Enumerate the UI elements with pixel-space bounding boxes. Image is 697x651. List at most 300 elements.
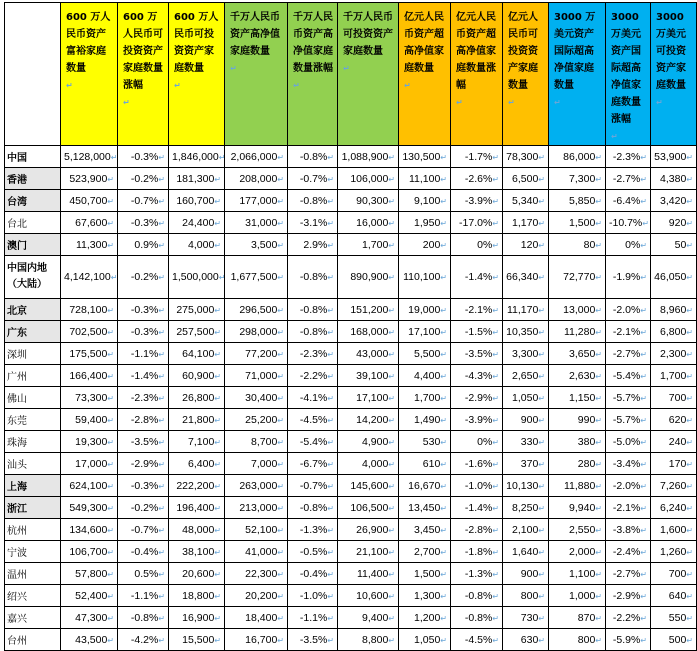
cell-value: 17,000 bbox=[75, 457, 108, 470]
table-row bbox=[5, 168, 697, 190]
paragraph-mark-icon: ↵ bbox=[388, 196, 395, 206]
paragraph-mark-icon: ↵ bbox=[640, 547, 647, 557]
paragraph-mark-icon: ↵ bbox=[327, 635, 334, 645]
paragraph-mark-icon: ↵ bbox=[388, 305, 395, 315]
value-cell bbox=[288, 629, 338, 651]
value-cell bbox=[399, 585, 451, 607]
cell-value: -2.7% bbox=[612, 567, 641, 580]
paragraph-mark-icon: ↵ bbox=[538, 393, 545, 403]
paragraph-mark-icon: ↵ bbox=[686, 437, 693, 447]
paragraph-mark-icon: ↵ bbox=[277, 591, 284, 601]
cell-value: 1,700 bbox=[414, 391, 441, 404]
cell-value: 0% bbox=[625, 238, 641, 251]
cell-value: 110,100 bbox=[403, 271, 441, 283]
value-cell bbox=[288, 431, 338, 453]
paragraph-mark-icon: ↵ bbox=[538, 525, 545, 535]
cell-value: 298,000 bbox=[239, 325, 278, 338]
cell-value: -0.3% bbox=[130, 303, 159, 316]
paragraph-mark-icon: ↵ bbox=[440, 437, 447, 447]
cell-value: -2.8% bbox=[464, 523, 493, 536]
region-name: 珠海 bbox=[7, 438, 27, 449]
paragraph-mark-icon: ↵ bbox=[440, 305, 447, 315]
paragraph-mark-icon: ↵ bbox=[388, 393, 395, 403]
paragraph-mark-icon: ↵ bbox=[107, 174, 114, 184]
column-header-9 bbox=[503, 3, 549, 146]
value-cell bbox=[169, 431, 225, 453]
value-cell bbox=[451, 190, 503, 212]
value-cell bbox=[169, 321, 225, 343]
value-cell bbox=[606, 343, 651, 365]
paragraph-mark-icon: ↵ bbox=[595, 525, 602, 535]
value-cell bbox=[451, 256, 503, 299]
cell-value: 2,100 bbox=[512, 523, 539, 536]
region-name-cell bbox=[5, 629, 61, 651]
cell-value: 18,800 bbox=[182, 589, 215, 602]
cell-value: -3.5% bbox=[464, 347, 493, 360]
table-row bbox=[5, 541, 697, 563]
paragraph-mark-icon: ↵ bbox=[277, 152, 284, 162]
region-name-cell bbox=[5, 299, 61, 321]
value-cell bbox=[651, 256, 697, 299]
table-row bbox=[5, 563, 697, 585]
table-row bbox=[5, 475, 697, 497]
column-header-label: 千万人民币资产高净值家庭数量涨幅 bbox=[293, 12, 333, 74]
value-cell bbox=[61, 256, 118, 299]
value-cell bbox=[118, 212, 169, 234]
paragraph-mark-icon: ↵ bbox=[686, 547, 693, 557]
region-name-cell bbox=[5, 563, 61, 585]
paragraph-mark-icon: ↵ bbox=[492, 196, 499, 206]
paragraph-mark-icon: ↵ bbox=[158, 547, 165, 557]
cell-value: 380 bbox=[577, 435, 596, 448]
value-cell bbox=[61, 299, 118, 321]
region-name: 嘉兴 bbox=[7, 614, 27, 625]
value-cell bbox=[118, 497, 169, 519]
cell-value: 53,900 bbox=[654, 150, 687, 163]
paragraph-mark-icon: ↵ bbox=[554, 98, 561, 107]
table-row bbox=[5, 629, 697, 651]
column-header-12 bbox=[651, 3, 697, 146]
value-cell bbox=[169, 585, 225, 607]
cell-value: 120 bbox=[520, 238, 539, 251]
paragraph-mark-icon: ↵ bbox=[456, 98, 463, 107]
cell-value: -0.8% bbox=[299, 303, 328, 316]
paragraph-mark-icon: ↵ bbox=[440, 547, 447, 557]
region-name: 宁波 bbox=[7, 548, 27, 559]
value-cell bbox=[503, 387, 549, 409]
paragraph-mark-icon: ↵ bbox=[440, 569, 447, 579]
cell-value: 500 bbox=[668, 633, 687, 646]
paragraph-mark-icon: ↵ bbox=[640, 415, 647, 425]
paragraph-mark-icon: ↵ bbox=[595, 393, 602, 403]
cell-value: 0% bbox=[477, 238, 493, 251]
cell-value: 296,500 bbox=[239, 303, 278, 316]
paragraph-mark-icon: ↵ bbox=[277, 218, 284, 228]
cell-value: 8,960 bbox=[660, 303, 687, 316]
paragraph-mark-icon: ↵ bbox=[440, 635, 447, 645]
value-cell bbox=[118, 168, 169, 190]
paragraph-mark-icon: ↵ bbox=[686, 569, 693, 579]
cell-value: -4.3% bbox=[464, 369, 493, 382]
paragraph-mark-icon: ↵ bbox=[327, 196, 334, 206]
value-cell bbox=[338, 629, 399, 651]
value-cell bbox=[118, 387, 169, 409]
cell-value: -5.7% bbox=[612, 413, 641, 426]
table-row bbox=[5, 497, 697, 519]
cell-value: 160,700 bbox=[176, 194, 215, 207]
paragraph-mark-icon: ↵ bbox=[492, 327, 499, 337]
table-row bbox=[5, 431, 697, 453]
paragraph-mark-icon: ↵ bbox=[640, 459, 647, 469]
paragraph-mark-icon: ↵ bbox=[158, 635, 165, 645]
paragraph-mark-icon: ↵ bbox=[640, 327, 647, 337]
cell-value: 106,000 bbox=[350, 172, 389, 185]
value-cell bbox=[61, 541, 118, 563]
paragraph-mark-icon: ↵ bbox=[107, 240, 114, 250]
cell-value: 3,300 bbox=[512, 347, 539, 360]
paragraph-mark-icon: ↵ bbox=[214, 371, 221, 381]
paragraph-mark-icon: ↵ bbox=[277, 459, 284, 469]
value-cell bbox=[61, 607, 118, 629]
value-cell bbox=[169, 475, 225, 497]
value-cell bbox=[606, 431, 651, 453]
value-cell bbox=[651, 563, 697, 585]
value-cell bbox=[61, 234, 118, 256]
cell-value: 700 bbox=[668, 391, 687, 404]
cell-value: 1,050 bbox=[414, 633, 441, 646]
cell-value: 4,142,100 bbox=[64, 271, 111, 283]
paragraph-mark-icon: ↵ bbox=[218, 273, 226, 282]
paragraph-mark-icon: ↵ bbox=[158, 459, 165, 469]
value-cell bbox=[606, 541, 651, 563]
value-cell bbox=[338, 409, 399, 431]
value-cell bbox=[399, 212, 451, 234]
value-cell bbox=[399, 256, 451, 299]
region-name: 台北 bbox=[7, 219, 27, 230]
cell-value: 20,200 bbox=[245, 589, 278, 602]
paragraph-mark-icon: ↵ bbox=[327, 437, 334, 447]
paragraph-mark-icon: ↵ bbox=[214, 547, 221, 557]
cell-value: 6,240 bbox=[660, 501, 687, 514]
region-name-cell bbox=[5, 585, 61, 607]
value-cell bbox=[651, 343, 697, 365]
paragraph-mark-icon: ↵ bbox=[277, 569, 284, 579]
cell-value: -2.0% bbox=[612, 479, 641, 492]
cell-value: 4,380 bbox=[660, 172, 687, 185]
cell-value: 8,700 bbox=[251, 435, 278, 448]
value-cell bbox=[225, 343, 288, 365]
cell-value: 78,300 bbox=[506, 150, 539, 163]
cell-value: 263,000 bbox=[239, 479, 278, 492]
table-row bbox=[5, 453, 697, 475]
cell-value: -0.2% bbox=[130, 172, 159, 185]
paragraph-mark-icon: ↵ bbox=[107, 613, 114, 623]
value-cell bbox=[606, 212, 651, 234]
paragraph-mark-icon: ↵ bbox=[110, 273, 118, 282]
paragraph-mark-icon: ↵ bbox=[388, 152, 395, 162]
cell-value: -3.4% bbox=[612, 457, 641, 470]
paragraph-mark-icon: ↵ bbox=[640, 305, 647, 315]
value-cell bbox=[399, 497, 451, 519]
cell-value: 11,400 bbox=[356, 567, 389, 580]
paragraph-mark-icon: ↵ bbox=[277, 327, 284, 337]
paragraph-mark-icon: ↵ bbox=[595, 481, 602, 491]
region-name-cell bbox=[5, 321, 61, 343]
value-cell bbox=[549, 497, 606, 519]
paragraph-mark-icon: ↵ bbox=[595, 415, 602, 425]
value-cell bbox=[338, 607, 399, 629]
value-cell bbox=[606, 453, 651, 475]
value-cell bbox=[338, 343, 399, 365]
paragraph-mark-icon: ↵ bbox=[277, 174, 284, 184]
value-cell bbox=[651, 321, 697, 343]
paragraph-mark-icon: ↵ bbox=[492, 305, 499, 315]
cell-value: 38,100 bbox=[182, 545, 215, 558]
table-row bbox=[5, 585, 697, 607]
cell-value: 2,550 bbox=[569, 523, 596, 536]
value-cell bbox=[503, 146, 549, 168]
paragraph-mark-icon: ↵ bbox=[440, 196, 447, 206]
column-header-label: 600 万人民币资产富裕家庭数量 bbox=[66, 12, 111, 74]
table-row bbox=[5, 343, 697, 365]
value-cell bbox=[288, 475, 338, 497]
cell-value: 181,300 bbox=[176, 172, 215, 185]
cell-value: 16,000 bbox=[356, 216, 389, 229]
table-body bbox=[5, 146, 697, 651]
column-header-2 bbox=[118, 3, 169, 146]
paragraph-mark-icon: ↵ bbox=[158, 327, 165, 337]
value-cell bbox=[651, 168, 697, 190]
cell-value: -2.7% bbox=[612, 172, 641, 185]
column-header-label: 亿元人民币资产超高净值家庭数量 bbox=[404, 12, 444, 74]
paragraph-mark-icon: ↵ bbox=[388, 591, 395, 601]
cell-value: 800 bbox=[577, 633, 596, 646]
paragraph-mark-icon: ↵ bbox=[538, 174, 545, 184]
paragraph-mark-icon: ↵ bbox=[440, 393, 447, 403]
value-cell bbox=[338, 541, 399, 563]
column-header-label: 千万人民币资产高净值家庭数量 bbox=[230, 12, 280, 57]
cell-value: 170 bbox=[668, 457, 687, 470]
paragraph-mark-icon: ↵ bbox=[640, 349, 647, 359]
cell-value: 21,100 bbox=[356, 545, 389, 558]
paragraph-mark-icon: ↵ bbox=[388, 415, 395, 425]
region-name-cell bbox=[5, 343, 61, 365]
cell-value: 11,100 bbox=[408, 172, 441, 185]
value-cell bbox=[549, 607, 606, 629]
paragraph-mark-icon: ↵ bbox=[388, 503, 395, 513]
value-cell bbox=[288, 146, 338, 168]
value-cell bbox=[651, 387, 697, 409]
value-cell bbox=[651, 607, 697, 629]
region-name-cell bbox=[5, 607, 61, 629]
cell-value: 11,880 bbox=[563, 479, 596, 492]
value-cell bbox=[549, 563, 606, 585]
cell-value: 900 bbox=[520, 413, 539, 426]
region-name-cell bbox=[5, 541, 61, 563]
paragraph-mark-icon: ↵ bbox=[492, 547, 499, 557]
value-cell bbox=[169, 563, 225, 585]
value-cell bbox=[549, 541, 606, 563]
value-cell bbox=[288, 453, 338, 475]
cell-value: 2,066,000 bbox=[230, 150, 278, 163]
cell-value: -0.8% bbox=[299, 501, 328, 514]
cell-value: 52,400 bbox=[75, 589, 108, 602]
value-cell bbox=[549, 190, 606, 212]
value-cell bbox=[651, 541, 697, 563]
paragraph-mark-icon: ↵ bbox=[123, 98, 130, 107]
paragraph-mark-icon: ↵ bbox=[595, 635, 602, 645]
paragraph-mark-icon: ↵ bbox=[686, 240, 693, 250]
paragraph-mark-icon: ↵ bbox=[595, 569, 602, 579]
paragraph-mark-icon: ↵ bbox=[388, 459, 395, 469]
paragraph-mark-icon: ↵ bbox=[107, 635, 114, 645]
paragraph-mark-icon: ↵ bbox=[686, 349, 693, 359]
cell-value: -2.3% bbox=[612, 150, 641, 163]
cell-value: -3.1% bbox=[299, 216, 328, 229]
paragraph-mark-icon: ↵ bbox=[595, 196, 602, 206]
region-name: 中国内地（大陆） bbox=[7, 263, 47, 290]
region-name: 深圳 bbox=[7, 350, 27, 361]
paragraph-mark-icon: ↵ bbox=[327, 591, 334, 601]
paragraph-mark-icon: ↵ bbox=[214, 459, 221, 469]
value-cell bbox=[651, 453, 697, 475]
value-cell bbox=[399, 299, 451, 321]
paragraph-mark-icon: ↵ bbox=[214, 613, 221, 623]
cell-value: 41,000 bbox=[245, 545, 278, 558]
paragraph-mark-icon: ↵ bbox=[640, 525, 647, 535]
cell-value: -4.2% bbox=[130, 633, 159, 646]
paragraph-mark-icon: ↵ bbox=[492, 273, 499, 282]
paragraph-mark-icon: ↵ bbox=[492, 371, 499, 381]
value-cell bbox=[225, 629, 288, 651]
cell-value: 175,500 bbox=[69, 347, 108, 360]
cell-value: 1,500 bbox=[414, 567, 441, 580]
cell-value: -1.1% bbox=[130, 589, 159, 602]
region-name: 台州 bbox=[7, 636, 27, 647]
paragraph-mark-icon: ↵ bbox=[214, 591, 221, 601]
paragraph-mark-icon: ↵ bbox=[277, 273, 284, 282]
paragraph-mark-icon: ↵ bbox=[327, 152, 334, 162]
value-cell bbox=[61, 585, 118, 607]
value-cell bbox=[549, 321, 606, 343]
paragraph-mark-icon: ↵ bbox=[107, 371, 114, 381]
cell-value: 196,400 bbox=[176, 501, 215, 514]
cell-value: 46,050 bbox=[654, 271, 687, 283]
cell-value: 1,846,000 bbox=[172, 150, 219, 163]
cell-value: 10,130 bbox=[506, 479, 539, 492]
cell-value: -0.8% bbox=[464, 589, 493, 602]
cell-value: 43,500 bbox=[75, 633, 108, 646]
value-cell bbox=[451, 541, 503, 563]
paragraph-mark-icon: ↵ bbox=[218, 152, 226, 162]
paragraph-mark-icon: ↵ bbox=[327, 349, 334, 359]
value-cell bbox=[169, 212, 225, 234]
value-cell bbox=[503, 409, 549, 431]
cell-value: 2,700 bbox=[414, 545, 441, 558]
value-cell bbox=[169, 299, 225, 321]
value-cell bbox=[169, 629, 225, 651]
paragraph-mark-icon: ↵ bbox=[110, 152, 118, 162]
cell-value: 31,000 bbox=[245, 216, 278, 229]
cell-value: 610 bbox=[422, 457, 441, 470]
value-cell bbox=[651, 212, 697, 234]
paragraph-mark-icon: ↵ bbox=[158, 305, 165, 315]
paragraph-mark-icon: ↵ bbox=[107, 349, 114, 359]
value-cell bbox=[338, 585, 399, 607]
paragraph-mark-icon: ↵ bbox=[327, 273, 334, 282]
value-cell bbox=[61, 387, 118, 409]
paragraph-mark-icon: ↵ bbox=[214, 218, 221, 228]
value-cell bbox=[169, 168, 225, 190]
cell-value: -0.7% bbox=[299, 479, 328, 492]
paragraph-mark-icon: ↵ bbox=[595, 349, 602, 359]
value-cell bbox=[503, 343, 549, 365]
value-cell bbox=[399, 343, 451, 365]
paragraph-mark-icon: ↵ bbox=[440, 349, 447, 359]
column-header-label: 亿元人民币可投资资产家庭数量 bbox=[508, 12, 538, 91]
cell-value: 4,000 bbox=[362, 457, 389, 470]
cell-value: 5,128,000 bbox=[64, 150, 111, 163]
region-name: 绍兴 bbox=[7, 592, 27, 603]
paragraph-mark-icon: ↵ bbox=[492, 635, 499, 645]
value-cell bbox=[503, 541, 549, 563]
paragraph-mark-icon: ↵ bbox=[158, 503, 165, 513]
paragraph-mark-icon: ↵ bbox=[107, 569, 114, 579]
cell-value: 1,700 bbox=[660, 369, 687, 382]
paragraph-mark-icon: ↵ bbox=[440, 327, 447, 337]
paragraph-mark-icon: ↵ bbox=[158, 371, 165, 381]
value-cell bbox=[606, 256, 651, 299]
value-cell bbox=[61, 563, 118, 585]
cell-value: 66,340 bbox=[506, 271, 539, 283]
cell-value: -1.6% bbox=[464, 457, 493, 470]
value-cell bbox=[338, 146, 399, 168]
value-cell bbox=[225, 475, 288, 497]
cell-value: -1.8% bbox=[464, 545, 493, 558]
cell-value: 25,200 bbox=[245, 413, 278, 426]
value-cell bbox=[288, 299, 338, 321]
column-header-5 bbox=[288, 3, 338, 146]
cell-value: -3.8% bbox=[612, 523, 641, 536]
cell-value: 0.5% bbox=[134, 567, 159, 580]
cell-value: -1.3% bbox=[464, 567, 493, 580]
column-header-10 bbox=[549, 3, 606, 146]
value-cell bbox=[651, 431, 697, 453]
cell-value: 5,340 bbox=[512, 194, 539, 207]
cell-value: -0.8% bbox=[299, 271, 328, 283]
cell-value: -5.7% bbox=[612, 391, 641, 404]
value-cell bbox=[225, 453, 288, 475]
cell-value: -17.0% bbox=[459, 216, 493, 229]
value-cell bbox=[225, 387, 288, 409]
paragraph-mark-icon: ↵ bbox=[158, 349, 165, 359]
cell-value: 72,770 bbox=[563, 271, 596, 283]
paragraph-mark-icon: ↵ bbox=[656, 98, 663, 107]
value-cell bbox=[503, 321, 549, 343]
region-name-cell bbox=[5, 234, 61, 256]
paragraph-mark-icon: ↵ bbox=[492, 218, 499, 228]
value-cell bbox=[503, 256, 549, 299]
value-cell bbox=[503, 497, 549, 519]
paragraph-mark-icon: ↵ bbox=[277, 349, 284, 359]
paragraph-mark-icon: ↵ bbox=[440, 459, 447, 469]
paragraph-mark-icon: ↵ bbox=[538, 459, 545, 469]
value-cell bbox=[451, 168, 503, 190]
region-name: 佛山 bbox=[7, 394, 27, 405]
paragraph-mark-icon: ↵ bbox=[595, 305, 602, 315]
cell-value: -2.9% bbox=[130, 457, 159, 470]
paragraph-mark-icon: ↵ bbox=[277, 481, 284, 491]
